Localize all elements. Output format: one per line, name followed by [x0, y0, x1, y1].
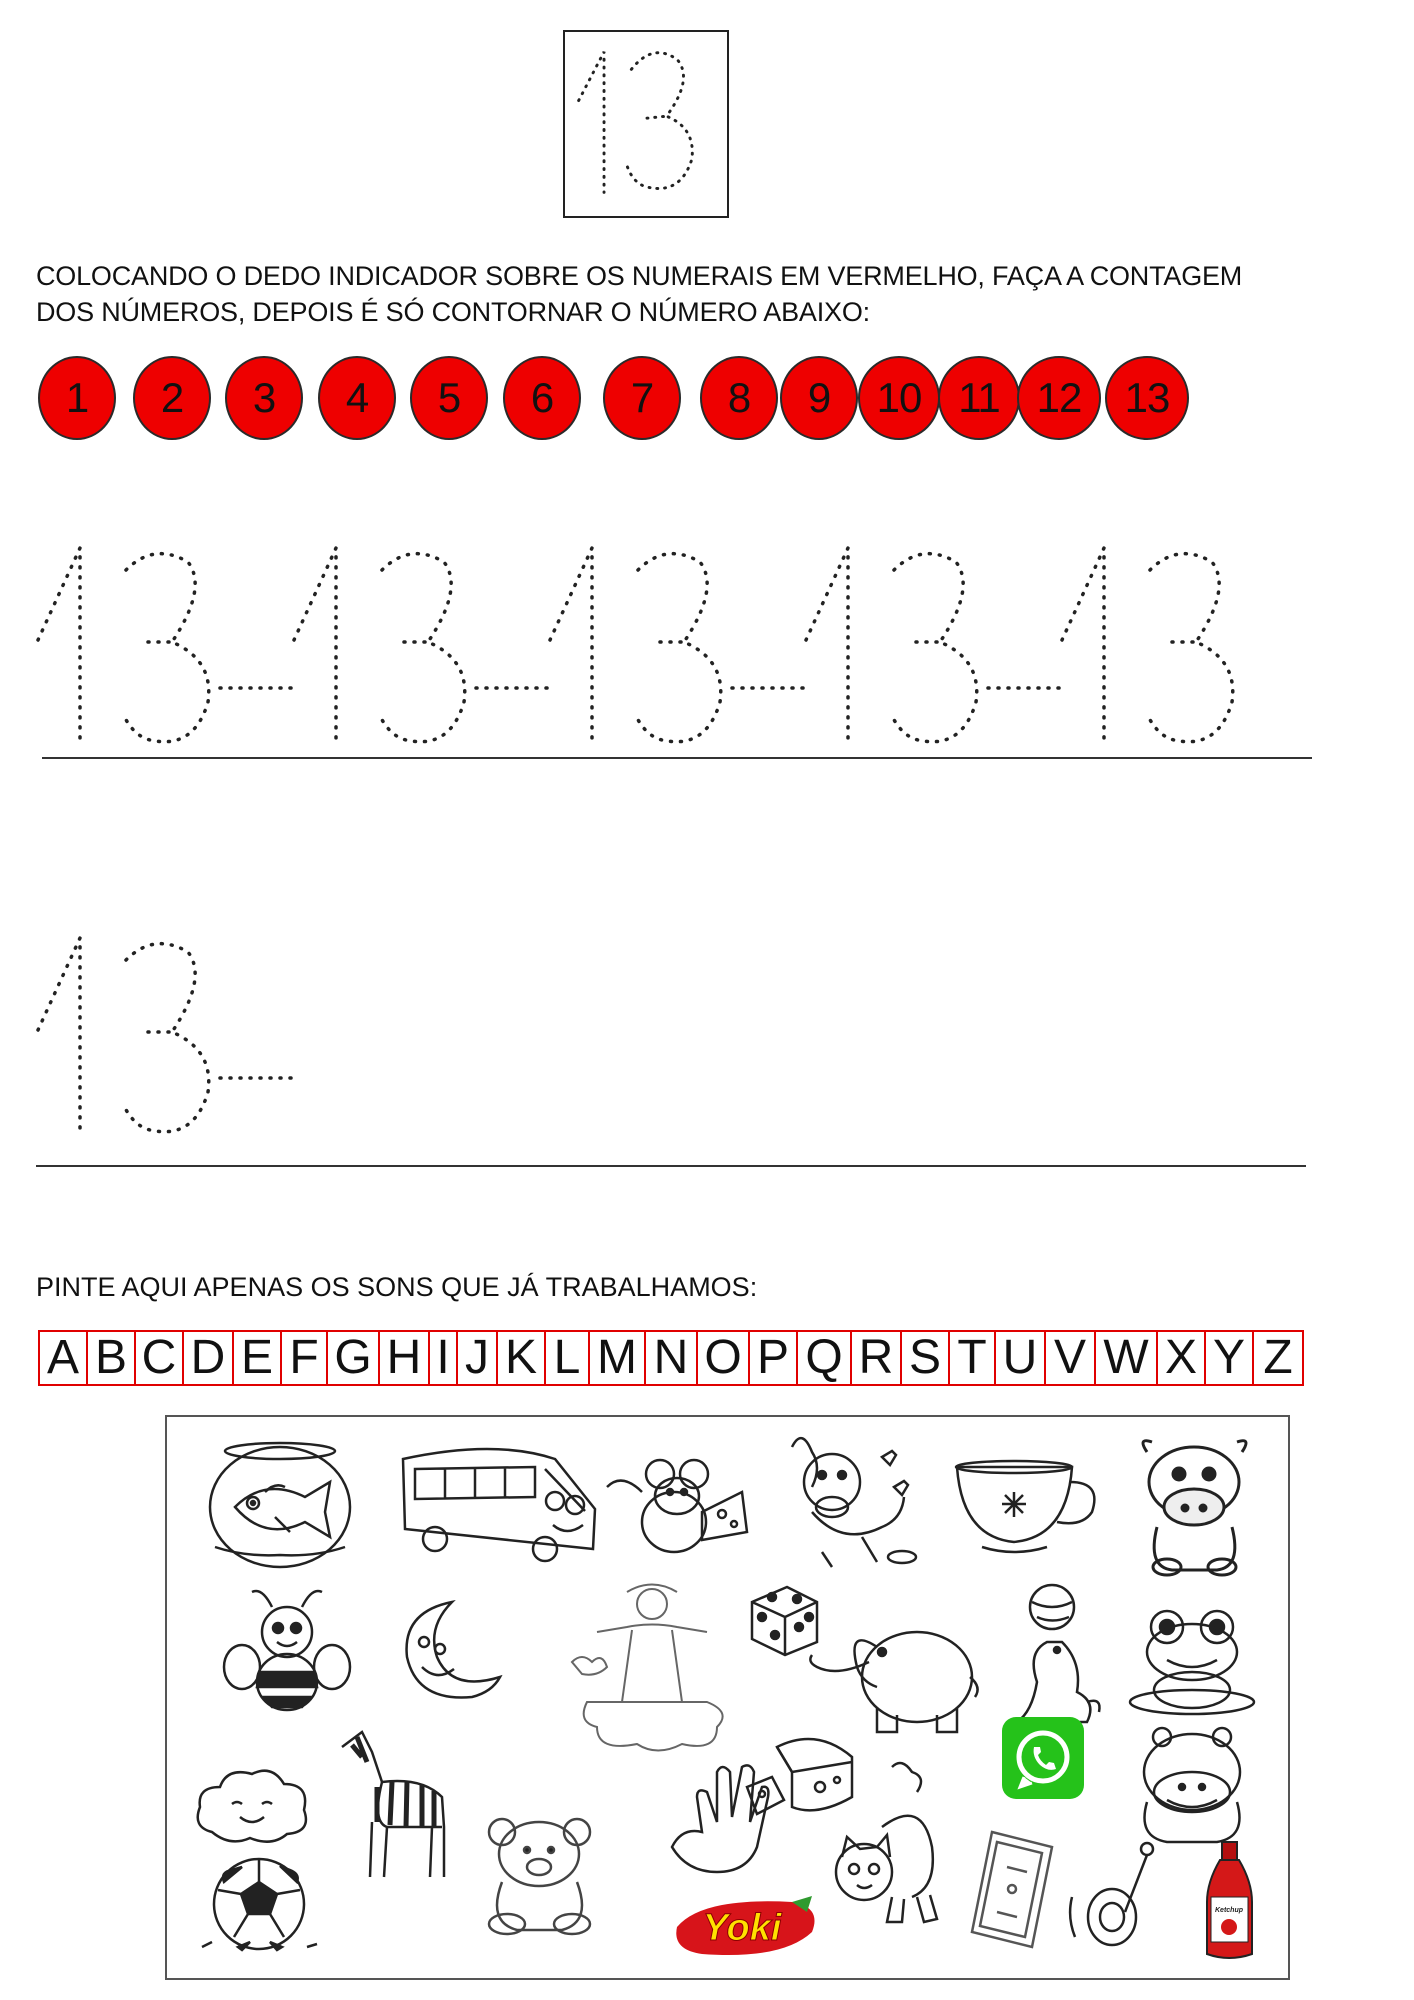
- letter-d[interactable]: D: [182, 1330, 234, 1386]
- counting-ball-12: 12: [1017, 356, 1101, 440]
- zebra-picture[interactable]: [332, 1727, 457, 1882]
- whatsapp-logo-picture[interactable]: [1002, 1717, 1084, 1799]
- letter-y[interactable]: Y: [1204, 1330, 1254, 1386]
- letter-o[interactable]: O: [696, 1330, 750, 1386]
- counting-ball-2: 2: [133, 356, 211, 440]
- letter-m[interactable]: M: [588, 1330, 646, 1386]
- counting-ball-13: 13: [1105, 356, 1189, 440]
- letter-l[interactable]: L: [544, 1330, 590, 1386]
- letter-p[interactable]: P: [748, 1330, 798, 1386]
- counting-ball-9: 9: [780, 356, 858, 440]
- letter-z[interactable]: Z: [1252, 1330, 1304, 1386]
- counting-ball-3: 3: [225, 356, 303, 440]
- letter-k[interactable]: K: [496, 1330, 546, 1386]
- ketchup-picture[interactable]: [1202, 1842, 1257, 1962]
- teacup-picture[interactable]: [952, 1457, 1102, 1557]
- letter-a[interactable]: A: [38, 1330, 88, 1386]
- tracing-row-1: [30, 540, 1290, 750]
- letter-x[interactable]: X: [1156, 1330, 1206, 1386]
- letter-q[interactable]: Q: [796, 1330, 852, 1386]
- cloud-picture[interactable]: [192, 1762, 312, 1852]
- letter-g[interactable]: G: [326, 1330, 380, 1386]
- seal-with-ball-picture[interactable]: [1007, 1582, 1107, 1732]
- letter-n[interactable]: N: [644, 1330, 698, 1386]
- school-bus-picture[interactable]: [395, 1439, 605, 1569]
- letter-v[interactable]: V: [1044, 1330, 1096, 1386]
- counting-ball-1: 1: [38, 356, 116, 440]
- soccer-ball-picture[interactable]: [202, 1852, 317, 1957]
- traceable-13-1: [38, 548, 292, 742]
- writing-line-1: [42, 757, 1312, 759]
- letter-i[interactable]: I: [428, 1330, 458, 1386]
- hand-picture[interactable]: [662, 1757, 772, 1877]
- fish-bowl-picture[interactable]: [205, 1437, 355, 1572]
- traceable-13-2: [294, 548, 548, 742]
- mouse-with-cheese-picture[interactable]: [602, 1452, 752, 1562]
- yoyo-picture[interactable]: [1067, 1837, 1167, 1947]
- letter-w[interactable]: W: [1094, 1330, 1158, 1386]
- letter-f[interactable]: F: [280, 1330, 328, 1386]
- paint-instruction: PINTE AQUI APENAS OS SONS QUE JÁ TRABALHAMOS:: [36, 1272, 758, 1302]
- dog-with-bones-picture[interactable]: [782, 1427, 927, 1572]
- elephant-picture[interactable]: [807, 1607, 982, 1737]
- hippo-picture[interactable]: [1127, 1722, 1257, 1847]
- letter-b[interactable]: B: [86, 1330, 136, 1386]
- counting-ball-11: 11: [938, 356, 1020, 440]
- model-number-dotted-13: [565, 32, 727, 216]
- cow-picture[interactable]: [1127, 1432, 1262, 1577]
- pictures-frame: [165, 1415, 1290, 1980]
- cat-picture[interactable]: [832, 1757, 952, 1927]
- letter-u[interactable]: U: [994, 1330, 1046, 1386]
- ketchup-label: Ketchup: [1215, 1907, 1243, 1914]
- counting-ball-8: 8: [700, 356, 778, 440]
- letter-c[interactable]: C: [134, 1330, 184, 1386]
- letter-h[interactable]: H: [378, 1330, 430, 1386]
- yoki-logo-text: Yoki: [702, 1907, 782, 1949]
- letter-s[interactable]: S: [900, 1330, 950, 1386]
- instruction-line-2: DOS NÚMEROS, DEPOIS É SÓ CONTORNAR O NÚMERO ABAIXO:: [36, 297, 870, 327]
- counting-ball-4: 4: [318, 356, 396, 440]
- alphabet-row: [38, 1330, 1302, 1386]
- model-number-box: [563, 30, 729, 218]
- bee-picture[interactable]: [222, 1582, 352, 1727]
- teddy-bear-picture[interactable]: [477, 1812, 602, 1937]
- frog-picture[interactable]: [1127, 1602, 1257, 1717]
- traceable-13-5: [1062, 548, 1233, 742]
- letter-j[interactable]: J: [456, 1330, 498, 1386]
- jesus-on-cloud-picture[interactable]: [567, 1582, 737, 1757]
- letter-t[interactable]: T: [948, 1330, 996, 1386]
- yoki-logo-picture[interactable]: [672, 1892, 822, 1962]
- instruction-text: [36, 258, 1396, 330]
- rug-picture[interactable]: [967, 1827, 1057, 1952]
- counting-ball-10: 10: [858, 356, 940, 440]
- counting-ball-6: 6: [503, 356, 581, 440]
- letter-r[interactable]: R: [850, 1330, 902, 1386]
- counting-ball-5: 5: [410, 356, 488, 440]
- instruction-line-1: COLOCANDO O DEDO INDICADOR SOBRE OS NUMERAIS EM VERMELHO, FAÇA A CONTAGEM: [36, 261, 1243, 291]
- tracing-row-2: [30, 930, 310, 1140]
- traceable-13-6: [38, 938, 292, 1132]
- traceable-13-4: [806, 548, 1060, 742]
- writing-line-2: [36, 1165, 1306, 1167]
- moon-picture[interactable]: [392, 1597, 502, 1707]
- letter-e[interactable]: E: [232, 1330, 282, 1386]
- counting-ball-7: 7: [603, 356, 681, 440]
- traceable-13-3: [550, 548, 804, 742]
